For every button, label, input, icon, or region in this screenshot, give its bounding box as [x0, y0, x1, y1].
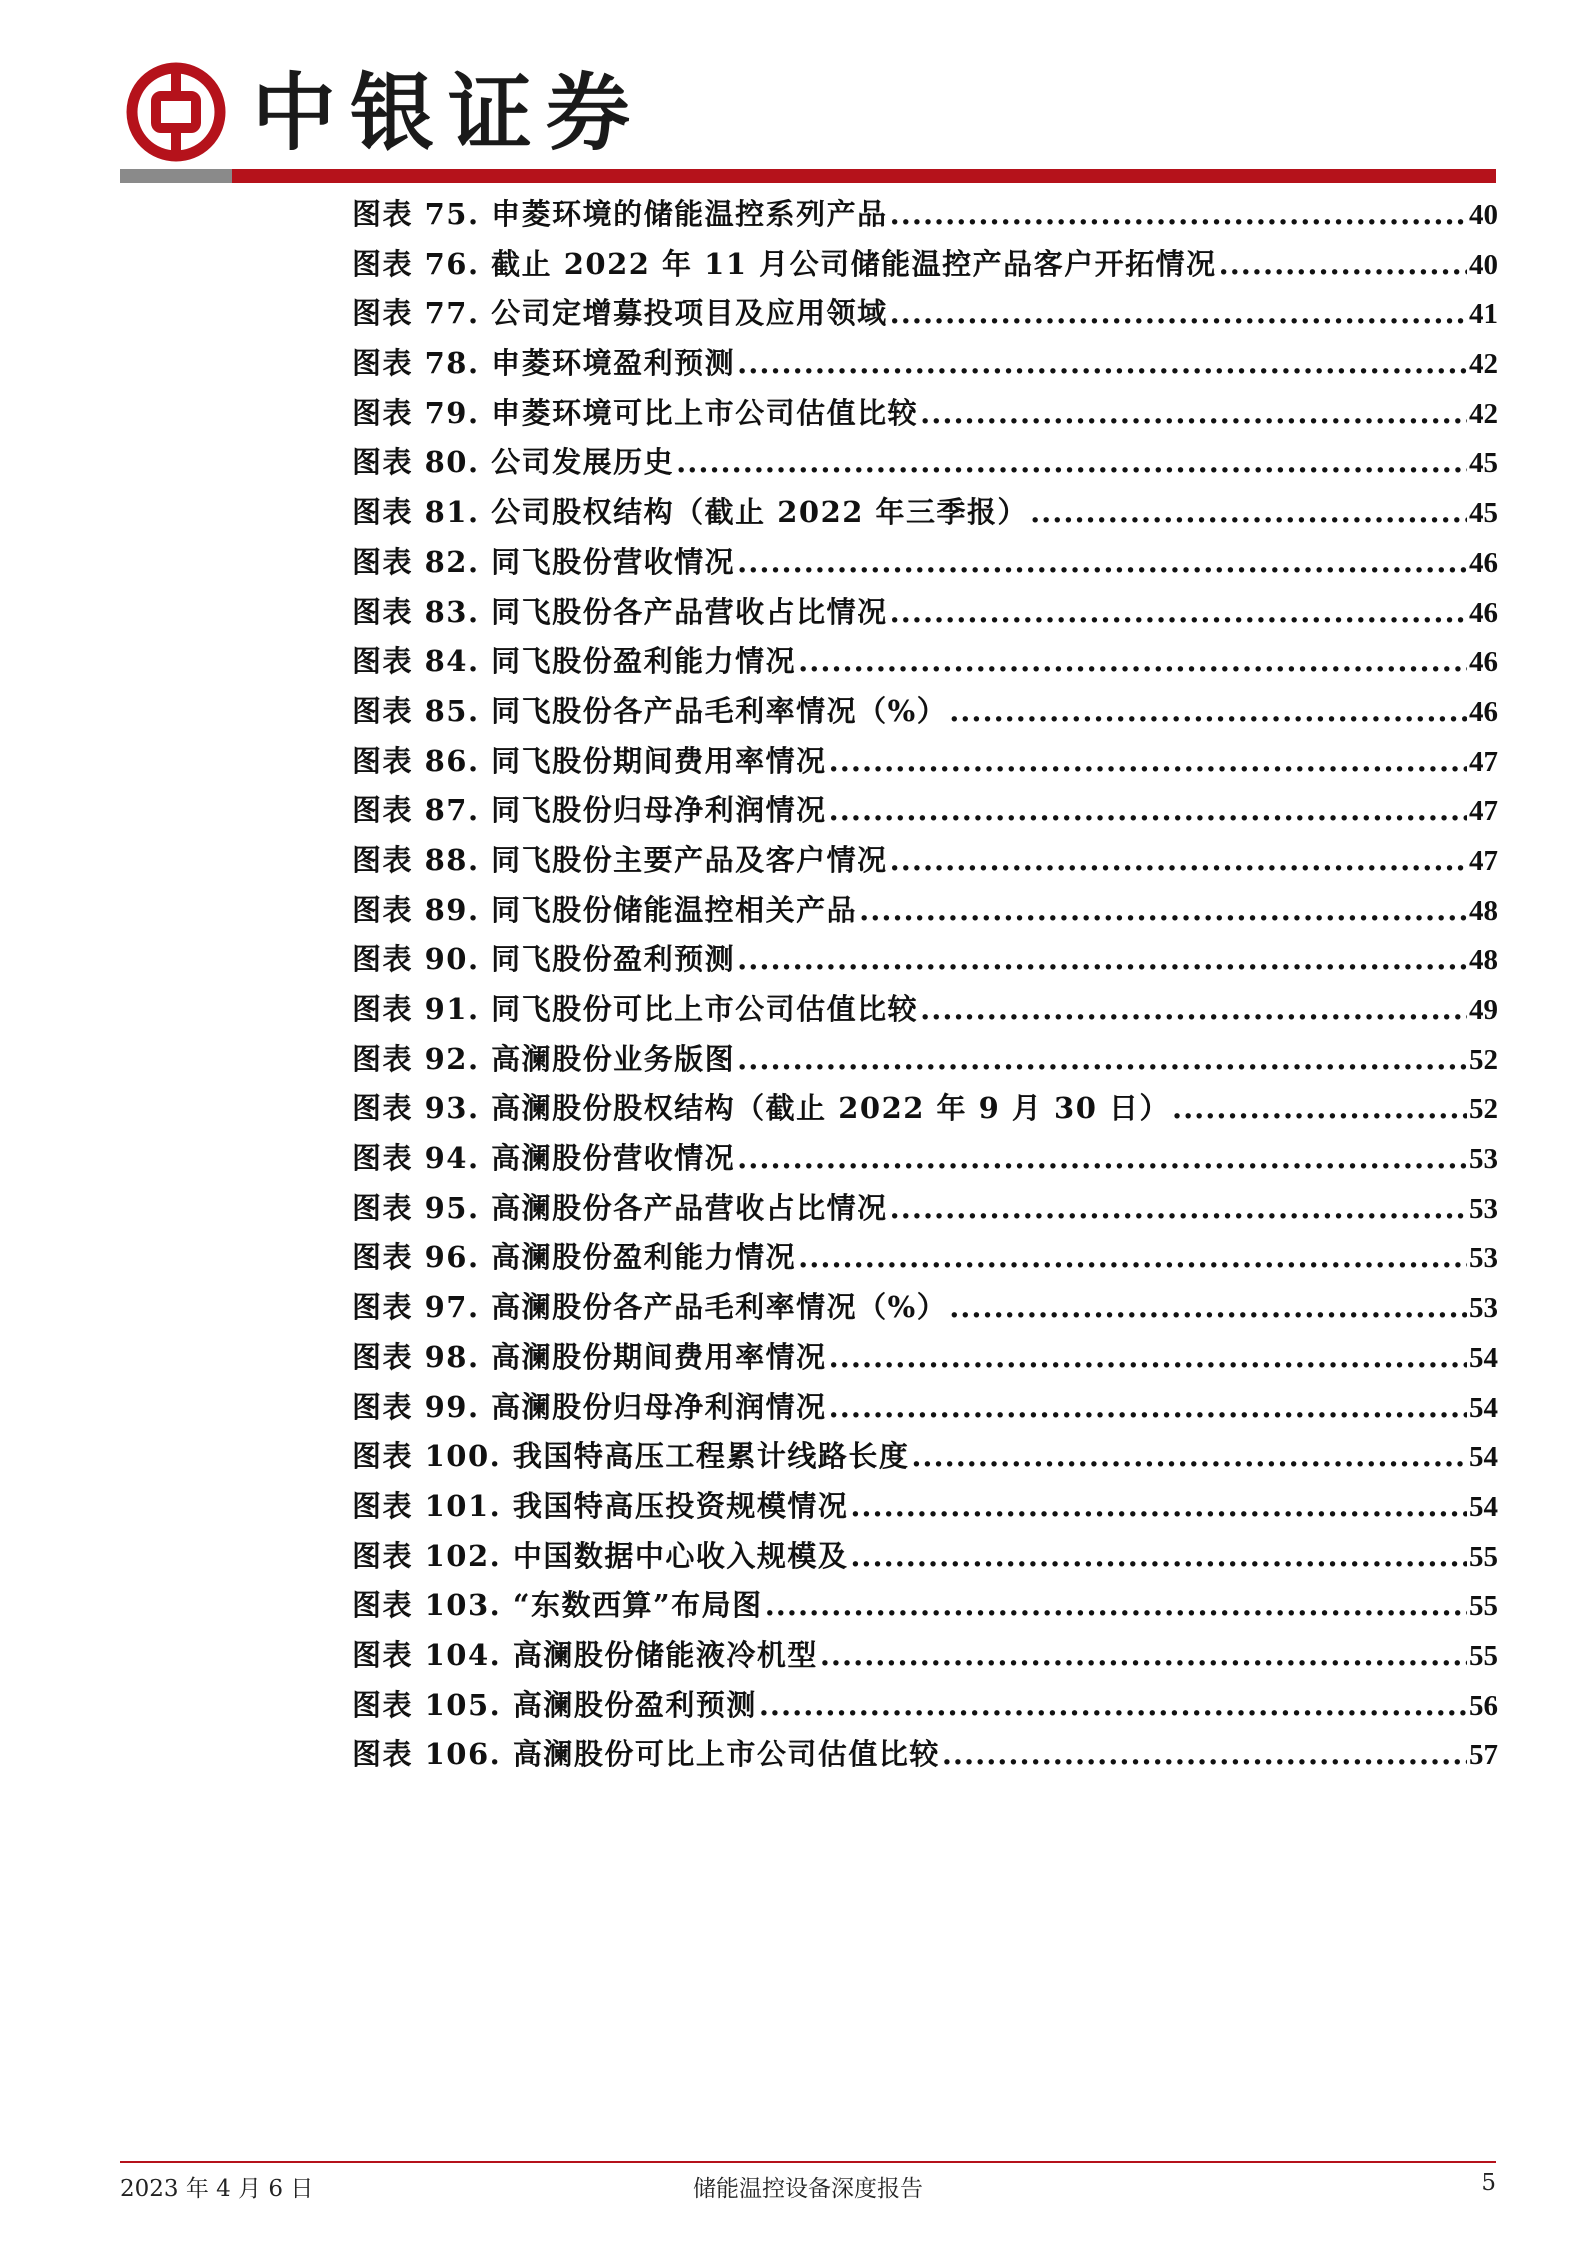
toc-entry[interactable] [352, 1283, 1498, 1333]
bank-of-china-logo-icon [126, 62, 226, 162]
toc-entry-page[interactable]: 48 [1469, 894, 1498, 927]
toc-entry-label[interactable]: 图表 84. 同飞股份盈利能力情况 [352, 644, 797, 679]
toc-leader-dots [798, 637, 1467, 687]
toc-entry-page[interactable]: 45 [1469, 447, 1498, 480]
toc-entry[interactable] [352, 588, 1498, 638]
toc-leader-dots [949, 1283, 1467, 1333]
toc-entry-label[interactable]: 图表 90. 同飞股份盈利预测 [352, 942, 736, 977]
toc-leader-dots [737, 538, 1467, 588]
toc-entry-label[interactable]: 图表 100. 我国特高压工程累计线路长度 [352, 1439, 910, 1474]
toc-entry-page[interactable]: 49 [1469, 994, 1498, 1026]
toc-entry[interactable] [352, 637, 1498, 687]
toc-entry[interactable] [352, 1383, 1498, 1433]
toc-leader-dots [942, 1730, 1467, 1780]
toc-entry-label[interactable]: 图表 95. 高澜股份各产品营收占比情况 [352, 1190, 888, 1225]
toc-leader-dots [829, 1383, 1467, 1433]
toc-entry-label[interactable]: 图表 101. 我国特高压投资规模情况 [352, 1488, 849, 1523]
toc-entry[interactable] [352, 339, 1498, 389]
toc-entry-page[interactable]: 45 [1469, 497, 1498, 530]
toc-entry-label[interactable]: 图表 83. 同飞股份各产品营收占比情况 [352, 594, 888, 629]
toc-entry[interactable] [352, 687, 1498, 737]
brand-name: 中银证券 [252, 63, 645, 162]
toc-entry[interactable] [352, 1084, 1498, 1134]
toc-entry-page[interactable]: 53 [1469, 1242, 1498, 1275]
toc-entry[interactable] [352, 1035, 1498, 1085]
toc-entry-page[interactable]: 55 [1469, 1639, 1498, 1672]
toc-leader-dots [829, 737, 1467, 787]
toc-entry[interactable] [352, 438, 1498, 488]
toc-entry-page[interactable]: 47 [1469, 844, 1498, 877]
toc-entry[interactable] [352, 488, 1498, 538]
toc-entry[interactable] [352, 1730, 1498, 1780]
toc-entry-label[interactable]: 图表 86. 同飞股份期间费用率情况 [352, 743, 827, 778]
toc-entry-page[interactable]: 54 [1469, 1490, 1498, 1523]
toc-leader-dots [759, 1681, 1467, 1731]
toc-entry-label[interactable]: 图表 104. 高澜股份储能液冷机型 [352, 1637, 818, 1672]
toc-leader-dots [737, 1134, 1467, 1184]
toc-entry-label[interactable]: 图表 85. 同飞股份各产品毛利率情况（%） [352, 693, 948, 728]
toc-entry[interactable] [352, 1581, 1498, 1631]
toc-entry-label[interactable]: 图表 75. 申菱环境的储能温控系列产品 [352, 197, 888, 231]
toc-leader-dots [890, 588, 1467, 638]
toc-entry-label[interactable]: 图表 91. 同飞股份可比上市公司估值比较 [352, 992, 919, 1026]
toc-entry-label[interactable]: 图表 82. 同飞股份营收情况 [352, 544, 736, 579]
toc-entry[interactable] [352, 1432, 1498, 1482]
toc-entry[interactable] [352, 1333, 1498, 1383]
toc-entry-page[interactable]: 54 [1469, 1441, 1498, 1474]
toc-entry-label[interactable]: 图表 94. 高澜股份营收情况 [352, 1141, 736, 1176]
toc-entry-page[interactable]: 56 [1469, 1689, 1498, 1722]
toc-entry-page[interactable]: 54 [1469, 1391, 1498, 1424]
toc-entry-page[interactable]: 42 [1469, 397, 1498, 430]
toc-leader-dots [890, 836, 1467, 886]
toc-leader-dots [920, 985, 1467, 1035]
toc-entry-label[interactable]: 图表 98. 高澜股份期间费用率情况 [352, 1339, 827, 1374]
toc-entry-page[interactable]: 53 [1469, 1143, 1498, 1176]
toc-entry-label[interactable]: 图表 96. 高澜股份盈利能力情况 [352, 1240, 797, 1275]
toc-entry-page[interactable]: 46 [1469, 646, 1498, 679]
toc-leader-dots [890, 289, 1467, 339]
toc-leader-dots [949, 687, 1467, 737]
toc-entry[interactable] [352, 985, 1498, 1035]
toc-entry[interactable] [352, 389, 1498, 439]
toc-entry[interactable] [352, 737, 1498, 787]
toc-entry-label[interactable]: 图表 76. 截止 2022 年 11 月公司储能温控产品客户开拓情况 [352, 246, 1217, 281]
toc-leader-dots [798, 1233, 1467, 1283]
toc-entry-label[interactable]: 图表 93. 高澜股份股权结构（截止 2022 年 9 月 30 日） [352, 1091, 1170, 1126]
toc-entry[interactable] [352, 1532, 1498, 1582]
toc-entry-label[interactable]: 图表 80. 公司发展历史 [352, 445, 675, 480]
toc-entry-page[interactable]: 55 [1469, 1540, 1498, 1573]
toc-entry-page[interactable]: 53 [1469, 1292, 1498, 1325]
toc-entry-page[interactable]: 55 [1469, 1590, 1498, 1623]
toc-leader-dots [737, 935, 1467, 985]
toc-entry-label[interactable]: 图表 102. 中国数据中心收入规模及 [352, 1538, 849, 1573]
toc-leader-dots [850, 1482, 1467, 1532]
toc-leader-dots [850, 1532, 1467, 1582]
table-of-figures [352, 190, 1498, 1780]
toc-entry[interactable] [352, 538, 1498, 588]
toc-entry-page[interactable]: 57 [1469, 1739, 1498, 1772]
toc-entry-page[interactable]: 48 [1469, 944, 1498, 977]
toc-entry-page[interactable]: 54 [1469, 1341, 1498, 1374]
toc-entry-page[interactable]: 46 [1469, 546, 1498, 579]
toc-entry-label[interactable]: 图表 88. 同飞股份主要产品及客户情况 [352, 842, 888, 877]
toc-leader-dots [911, 1432, 1467, 1482]
toc-entry-label[interactable]: 图表 87. 同飞股份归母净利润情况 [352, 793, 827, 828]
toc-leader-dots [829, 786, 1467, 836]
toc-entry-page[interactable]: 47 [1469, 745, 1498, 778]
toc-entry-page[interactable]: 41 [1469, 298, 1498, 331]
toc-entry-label[interactable]: 图表 99. 高澜股份归母净利润情况 [352, 1389, 827, 1424]
toc-entry-label[interactable]: 图表 89. 同飞股份储能温控相关产品 [352, 892, 858, 927]
toc-entry-page[interactable]: 52 [1469, 1043, 1498, 1076]
header-divider-red [232, 169, 1496, 183]
toc-entry[interactable] [352, 935, 1498, 985]
toc-entry-label[interactable]: 图表 78. 申菱环境盈利预测 [352, 346, 736, 381]
toc-leader-dots [859, 886, 1467, 936]
toc-leader-dots [920, 389, 1467, 439]
page-footer [120, 2170, 1496, 2206]
toc-entry[interactable] [352, 1233, 1498, 1283]
toc-entry[interactable] [352, 190, 1498, 240]
footer-divider [120, 2161, 1496, 2163]
toc-entry[interactable] [352, 1134, 1498, 1184]
footer-page-number: 5 [1481, 2170, 1496, 2196]
toc-leader-dots [1172, 1084, 1467, 1134]
toc-leader-dots [737, 1035, 1467, 1085]
toc-entry-page[interactable]: 46 [1469, 695, 1498, 728]
toc-entry[interactable] [352, 289, 1498, 339]
toc-entry-page[interactable]: 40 [1469, 248, 1498, 281]
toc-entry-label[interactable]: 图表 79. 申菱环境可比上市公司估值比较 [352, 395, 919, 430]
toc-leader-dots [765, 1581, 1467, 1631]
toc-leader-dots [1030, 488, 1467, 538]
toc-entry[interactable] [352, 1631, 1498, 1681]
footer-date: 2023 年 4 月 6 日 [120, 2176, 314, 2202]
toc-entry-label[interactable]: 图表 92. 高澜股份业务版图 [352, 1041, 736, 1076]
toc-leader-dots [890, 1184, 1467, 1234]
toc-entry-label[interactable]: 图表 105. 高澜股份盈利预测 [352, 1687, 757, 1722]
toc-entry-page[interactable]: 53 [1469, 1192, 1498, 1225]
toc-leader-dots [676, 438, 1467, 488]
toc-entry-page[interactable]: 40 [1469, 199, 1498, 231]
toc-entry[interactable] [352, 240, 1498, 290]
toc-entry[interactable] [352, 836, 1498, 886]
toc-leader-dots [829, 1333, 1467, 1383]
toc-leader-dots [737, 339, 1467, 389]
toc-entry-label[interactable]: 图表 97. 高澜股份各产品毛利率情况（%） [352, 1290, 948, 1325]
toc-entry[interactable] [352, 786, 1498, 836]
toc-entry[interactable] [352, 1184, 1498, 1234]
toc-entry-label[interactable]: 图表 106. 高澜股份可比上市公司估值比较 [352, 1737, 940, 1772]
toc-entry-page[interactable]: 52 [1469, 1093, 1498, 1126]
toc-entry-label[interactable]: 图表 81. 公司股权结构（截止 2022 年三季报） [352, 495, 1029, 530]
toc-entry-label[interactable]: 图表 103. “东数西算”布局图 [352, 1588, 763, 1623]
toc-entry[interactable] [352, 1482, 1498, 1532]
toc-leader-dots [890, 190, 1467, 240]
header-divider-gray [120, 169, 232, 183]
toc-leader-dots [1219, 240, 1467, 290]
footer-report-title: 储能温控设备深度报告 [693, 2176, 923, 2202]
toc-entry-label[interactable]: 图表 77. 公司定增募投项目及应用领域 [352, 296, 888, 331]
toc-entry-page[interactable]: 46 [1469, 596, 1498, 629]
toc-entry[interactable] [352, 1681, 1498, 1731]
toc-leader-dots [820, 1631, 1467, 1681]
page-header [0, 0, 1586, 190]
toc-entry-page[interactable]: 47 [1469, 795, 1498, 828]
toc-entry[interactable] [352, 886, 1498, 936]
toc-entry-page[interactable]: 42 [1469, 348, 1498, 381]
